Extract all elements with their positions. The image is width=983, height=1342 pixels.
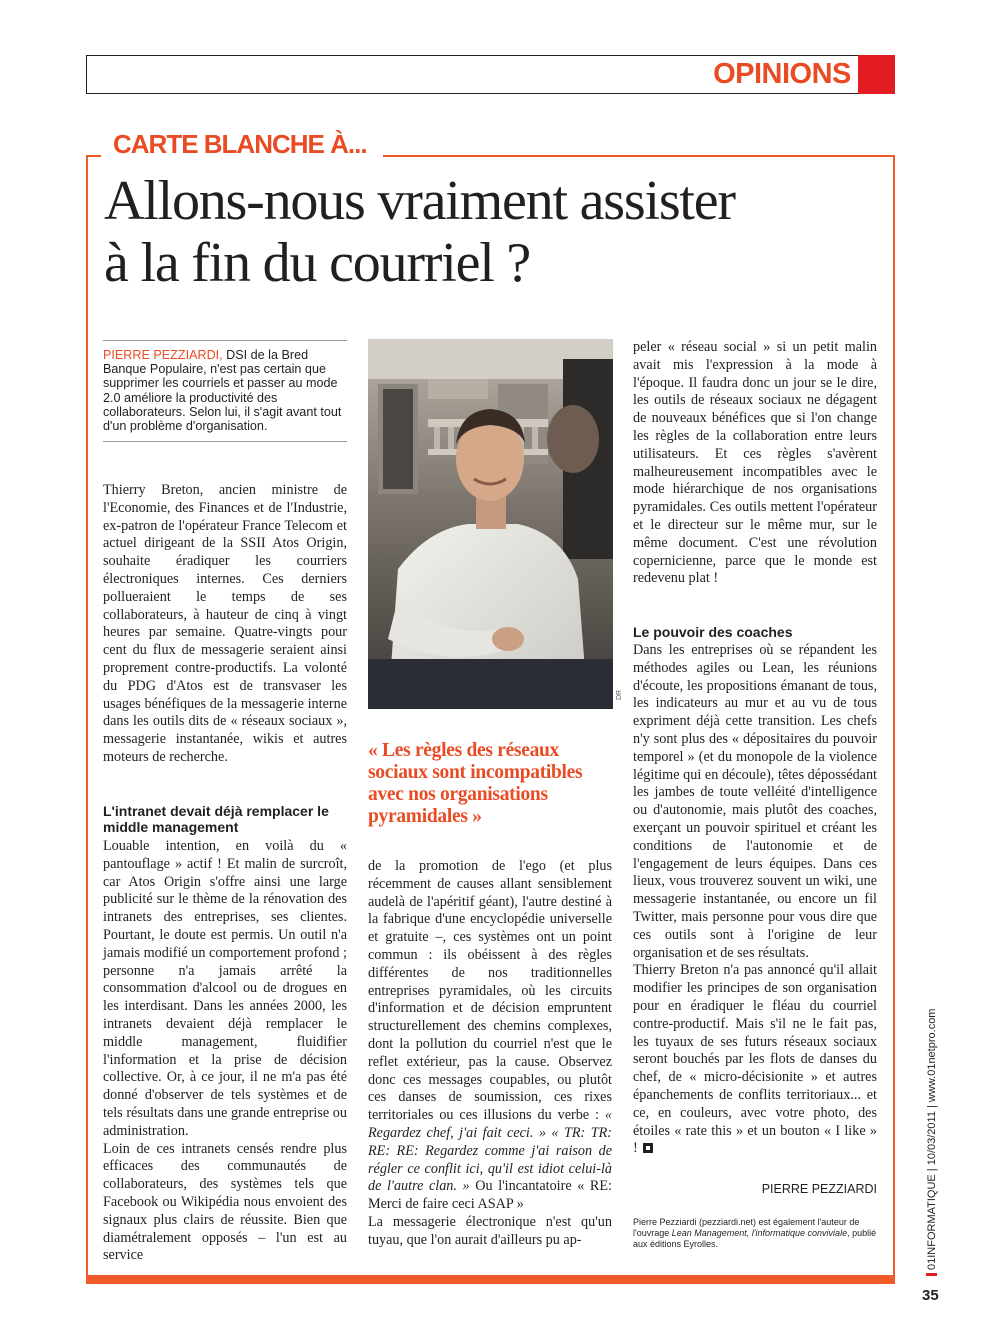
body-paragraph [368,858,612,1214]
body-paragraph: La messagerie électronique n'est qu'un tuyau, que l'on aurait d'ailleurs pu ap- [368,1213,612,1248]
body-paragraph: peler « réseau social » si un petit malin avait mis l'expression à la mode à l'époque. Il faudra donc un jour se le dire, les outils de réseaux sociaux ne dégagent de nouveaux bénéfices que si l'on change les règles de la collaboration entre leurs utilisateurs. Et ces règles s'avèrent malheureusement incompatibles avec le mode hiérarchique de nos organisations pyramidales. Ces outils mettent l'opérateur et le directeur sur le même mur, sur le même document. C'est une révolution copernicienne, parce que le monde est redevenu plat ! [633,339,877,587]
section-label: OPINIONS [713,58,851,90]
bio-text: , publié aux éditions Eyrolles. [633,1228,877,1249]
body-column-3-bottom [633,642,877,1158]
subhead-text: Le pouvoir des coaches [633,624,793,640]
body-text: Thierry Breton n'a pas annoncé qu'il allait modifier les principes de son organisation pour en éradiquer le fléau du courriel contre-productif. Mais s'il ne le fait pas, les tuyaux de ses futurs réseaux sociaux seront bouchés par les flots de danses du chef, de « micro-décisionite » et autres épanchements de conflits territoriaux... et ce, en couleurs, avec votre photo, des étoiles « rate this » et un bouton « I like » ! [633,962,877,1157]
author-photo [368,339,613,709]
body-italic-quote: « Regardez chef, j'ai fait ceci. » « TR: TR: RE: RE: Regardez comme j'ai raison de régler ce conflit ici, qu'il est idiot celui-là de l'autre clan. » [368,1107,612,1195]
body-column-1-top [103,482,347,767]
section-color-block [858,55,895,94]
body-column-1-bottom [103,838,347,1265]
author-signature: PIERRE PEZZIARDI [761,1182,877,1196]
folio-marker [926,1273,937,1276]
body-column-2 [368,858,612,1250]
portrait-illustration [368,339,613,709]
kicker: CARTE BLANCHE À... [113,129,367,159]
body-paragraph: Dans les entreprises où se répandent les méthodes agiles ou Lean, les réunions d'écoute, les propositions émanant de tous, les indicateurs au mur et au vu de tous expriment déjà cette transition. Les chefs n'y sont plus des « dépositaires du pouvoir temporel » (et du monopole de la violence légitime qui en découle), têtes dépossédant les jambes de toute velléité d'intelligence ou d'autonomie, mais plutôt des coaches, exerçant un pouvoir spirituel et créant les conditions de l'autonomie et de l'engagement de leurs équipes. Dans ces lieux, vous trouverez souvent un wiki, une messagerie instantanée, ou encore un fil Twitter, mais personne pour vous dire que ces outils sont à l'origine de leur organisation et de ses résultats. [633,642,877,961]
lead-author: PIERRE PEZZIARDI, [103,348,223,362]
body-text: de la promotion de l'ego (et plus récemment de causes allant sensiblement audelà de l'apéritif géant), l'autre destiné à la fabrique d'une encyclopédie universelle et gratuite –, ces systèmes ont un point commun : ils obéissent à des règles différentes de nos traditionnelles entreprises pyramidales, où les circuits d'information et de décision empruntent structurellement des chemins complexes, dont la pollution du courriel n'est que le reflet extérieur, pas la cause. Observez donc ces messages coupables, ou plutôt ces danses de soumission, ces rixes territoriales ou ces illusions du verbe : [368,858,612,1124]
pull-quote: « Les règles des réseaux sociaux sont incompatibles avec nos organisations pyramidales » [368,740,583,827]
subhead-coaches [633,624,877,640]
page-number: 35 [922,1287,939,1304]
end-of-article-icon [643,1143,653,1153]
body-paragraph: Louable intention, en voilà du « pantouflage » actif ! Et malin de surcroît, car Atos Origin s'offre ainsi une large publicité sur le thème de la rénovation des intranets des entreprises, ses clientes. Pourtant, le doute est permis. Un outil n'a jamais modifié un comportement profond ; personne n'a jamais arrêté la consommation d'alcool ou de drogues en les interdisant. Dans les années 2000, les intranets devaient déjà remplacer le middle management, fluidifier l'information et la prise de décision collective. Or, à ce jour, il ne m'a pas été donné d'observer de tels systèmes et de tels résultats dans une grande entreprise ou administration. [103,838,347,1139]
lead-text: DSI de la Bred Banque Populaire, n'est pas certain que supprimer les courriels et passer au mode 2.0 améliore la productivité des collaborateurs. Selon lui, il s'agit avant tout d'un problème d'organisation. [103,348,342,434]
body-paragraph: Loin de ces intranets censés rendre plus efficaces des communautés de collaborateurs, des systèmes tels que Facebook ou Wikipédia nous envoient des signaux plus clairs de réussite. Bien que diamétralement opposés – l'un est au service [103,1140,347,1264]
headline-line-2: à la fin du courriel ? [104,232,531,294]
article-bottom-bar [86,1275,895,1284]
article-frame-top-right [383,155,895,157]
article-frame-top-left [86,155,101,157]
subhead-intranet [103,803,347,835]
lead-paragraph [103,340,347,442]
folio-text: 01INFORMATIQUE | 10/03/2011 | www.01netpro.com [926,1008,938,1270]
body-paragraph [633,962,877,1158]
photo-credit: DR [616,689,623,700]
subhead-text: L'intranet devait déjà remplacer le middle management [103,803,329,835]
author-bio [633,1217,877,1250]
headline-line-1: Allons-nous vraiment assister [104,170,735,232]
bio-text: Pierre Pezziardi (pezziardi.net) est également l'auteur de l'ouvrage [633,1217,860,1238]
body-column-3-top [633,339,877,588]
body-text: Ou l'incantatoire « RE: Merci de faire ceci ASAP » [368,1178,613,1213]
body-paragraph: Thierry Breton, ancien ministre de l'Economie, des Finances et de l'Industrie, ex-patron de l'opérateur France Telecom et actuel dirigeant de la SSII Atos Origin, souhaite éradiquer les courriers électroniques internes. Ces derniers pollueraient le temps de ses collaborateurs, à hauteur de cinq à vingt heures par semaine. Quatre-vingts pour cent du flux de messagerie seraient ainsi proprement contre-productifs. La volonté du PDG d'Atos est de transvaser les usages bénéfiques de la messagerie interne dans les outils dits de « réseaux sociaux », messagerie instantanée, wikis et autres moteurs de recherche. [103,482,347,765]
headline [104,170,884,294]
bio-book-title: Lean Management, l'informatique conviviale [671,1228,848,1238]
